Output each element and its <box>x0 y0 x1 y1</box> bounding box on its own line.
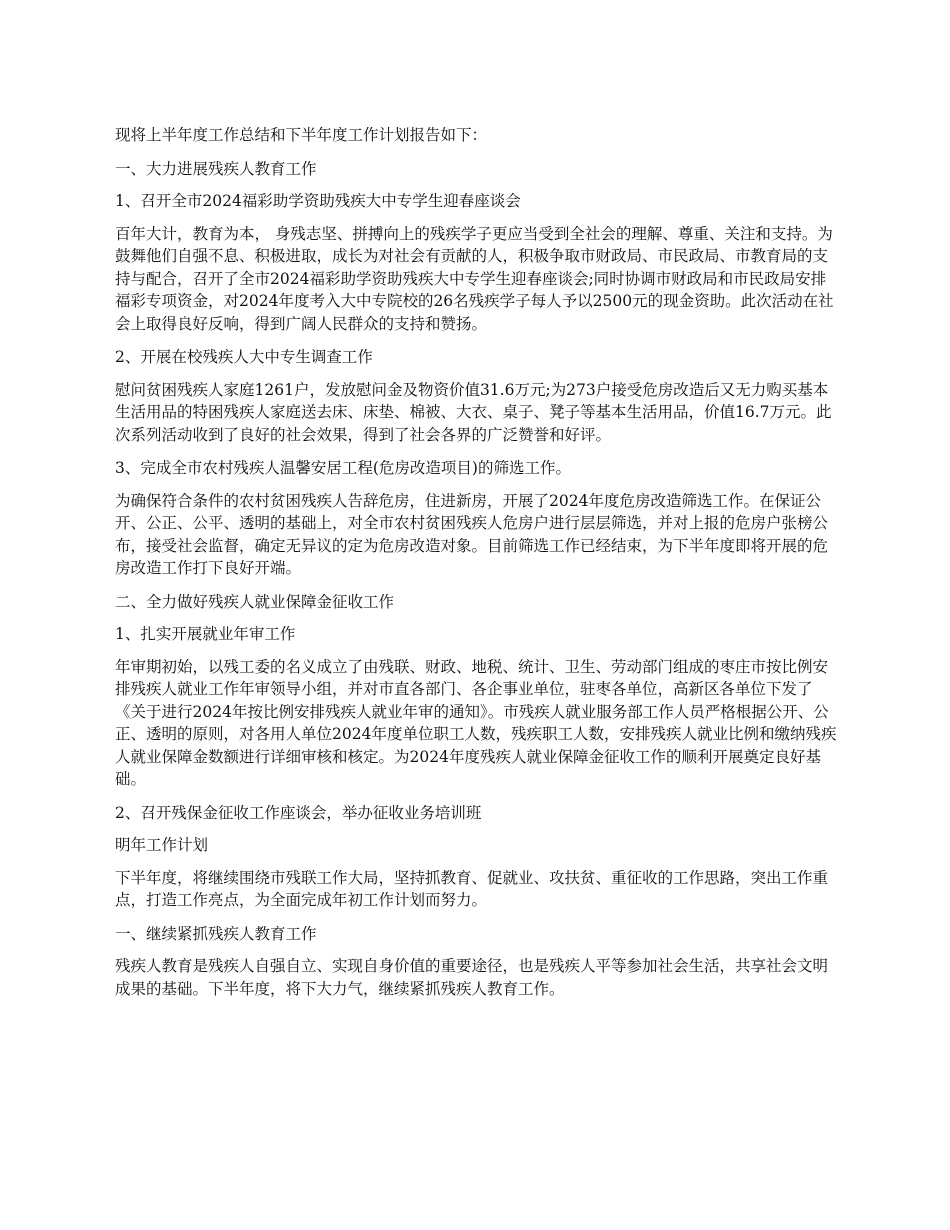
section-heading-employment-fund: 二、全力做好残疾人就业保障金征收工作 <box>115 592 395 611</box>
section-heading-next-year-plan: 明年工作计划 <box>115 836 209 854</box>
document-body <box>115 124 839 1011</box>
subsection-heading-survey: 2、开展在校残疾人大中专生调查工作 <box>115 348 373 366</box>
paragraph-survey: 慰问贫困残疾人家庭1261户，发放慰问金及物资价值31.6万元;为273户接受危房改造后又无力购买基本生活用品的特困残疾人家庭送去床、床垫、棉被、大衣、桌子、凳子等基本生活用品，价值16.7万元。此次系列活动收到了良好的社会效果，得到了社会各界的广泛赞誉和好评。 <box>115 380 832 444</box>
paragraph-annual-review: 年审期初始，以残工委的名义成立了由残联、财政、地税、统计、卫生、劳动部门组成的枣庄市按比例安排残疾人就业工作年审领导小组，并对市直各部门、各企事业单位，驻枣各单位，高新区各单位下发了《关于进行2024年按比例安排残疾人就业年审的通知》。市残疾人就业服务部工作人员严格根据公开、公正、透明的原则，对各用人单位2024年度单位职工人数，残疾职工人数，安排残疾人就业比例和缴纳残疾人就业保障金数额进行详细审核和核定。为2024年度残疾人就业保障金征收工作的顺利开展奠定良好基础。 <box>115 657 837 788</box>
subsection-heading-annual-review: 1、扎实开展就业年审工作 <box>115 625 296 643</box>
section-heading-education: 一、大力进展残疾人教育工作 <box>115 159 317 178</box>
paragraph-symposium: 百年大计，教育为本， 身残志坚、拼搏向上的残疾学子更应当受到全社会的理解、尊重、关注和支持。为鼓舞他们自强不息、积极进取，成长为对社会有贡献的人，积极争取市财政局、市民政局、市教育局的支持与配合，召开了全市2024福彩助学资助残疾大中专学生迎春座谈会;同时协调市财政局和市民政局安排福彩专项资金，对2024年度考入大中专院校的26名残疾学子每人予以2500元的现金资助。此次活动在社会上取得良好反响，得到广阔人民群众的支持和赞扬。 <box>115 224 834 333</box>
section-heading-continue-education: 一、继续紧抓残疾人教育工作 <box>115 924 317 943</box>
subsection-heading-training: 2、召开残保金征收工作座谈会，举办征收业务培训班 <box>115 803 482 822</box>
subsection-heading-housing: 3、完成全市农村残疾人温馨安居工程(危房改造项目)的筛选工作。 <box>115 459 571 477</box>
paragraph-next-year-plan: 下半年度，将继续围绕市残联工作大局，坚持抓教育、促就业、攻扶贫、重征收的工作思路，突出工作重点，打造工作亮点，为全面完成年初工作计划而努力。 <box>115 868 829 909</box>
subsection-heading-symposium: 1、召开全市2024福彩助学资助残疾大中专学生迎春座谈会 <box>115 192 521 210</box>
paragraph-housing: 为确保符合条件的农村贫困残疾人告辞危房，住进新房，开展了2024年度危房改造筛选工作。在保证公开、公正、公平、透明的基础上，对全市农村贫困残疾人危房户进行层层筛选，并对上报的危房户张榜公布，接受社会监督，确定无异议的定为危房改造对象。目前筛选工作已经结束，为下半年度即将开展的危房改造工作打下良好开端。 <box>115 491 829 577</box>
intro-paragraph: 现将上半年度工作总结和下半年度工作计划报告如下： <box>115 126 488 144</box>
paragraph-continue-education: 残疾人教育是残疾人自强自立、实现自身价值的重要途径，也是残疾人平等参加社会生活，共享社会文明成果的基础。下半年度，将下大力气，继续紧抓残疾人教育工作。 <box>115 957 829 998</box>
